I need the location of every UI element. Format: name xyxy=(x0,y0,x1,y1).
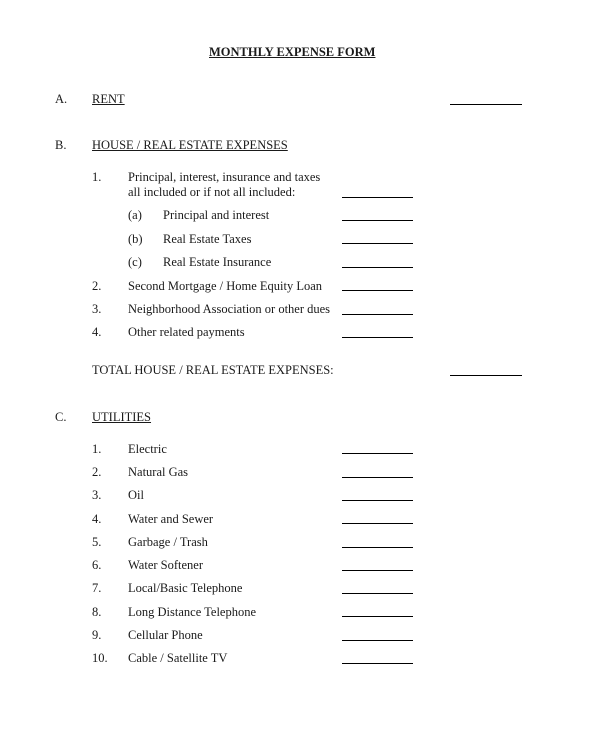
list-item-number: (a) xyxy=(128,208,142,222)
list-item-number: 7. xyxy=(92,581,102,595)
amount-field[interactable] xyxy=(342,220,413,221)
list-item-number: 9. xyxy=(92,628,102,642)
amount-field[interactable] xyxy=(342,500,413,501)
list-item-number: 8. xyxy=(92,605,102,619)
list-item-number: 5. xyxy=(92,535,102,549)
amount-field[interactable] xyxy=(342,453,413,454)
list-item-number: 6. xyxy=(92,558,102,572)
section-c-heading: UTILITIES xyxy=(92,410,152,424)
list-item-label: Cable / Satellite TV xyxy=(128,651,228,665)
list-item-label: Water and Sewer xyxy=(128,512,214,526)
amount-field[interactable] xyxy=(342,593,413,594)
list-item-label: Cellular Phone xyxy=(128,628,203,642)
section-a-heading: RENT xyxy=(92,92,125,106)
form-title: MONTHLY EXPENSE FORM xyxy=(209,45,376,59)
list-item-label: Garbage / Trash xyxy=(128,535,208,549)
list-item-label: Real Estate Taxes xyxy=(163,232,252,246)
section-b-letter: B. xyxy=(55,138,67,152)
list-item-label: Local/Basic Telephone xyxy=(128,581,243,595)
amount-field[interactable] xyxy=(342,663,413,664)
amount-field[interactable] xyxy=(342,616,413,617)
list-item-number: 2. xyxy=(92,279,102,293)
amount-field[interactable] xyxy=(342,523,413,524)
amount-field[interactable] xyxy=(342,290,413,291)
list-item-label: Oil xyxy=(128,488,144,502)
list-item-label: Water Softener xyxy=(128,558,203,572)
amount-field[interactable] xyxy=(342,547,413,548)
section-c-letter: C. xyxy=(55,410,67,424)
list-item-number: 2. xyxy=(92,465,102,479)
total-amount-field[interactable] xyxy=(450,375,522,376)
list-item-label-continued: all included or if not all included: xyxy=(128,185,296,199)
list-item-label: Principal, interest, insurance and taxes xyxy=(128,170,321,184)
list-item-label: Natural Gas xyxy=(128,465,189,479)
list-item-number: 4. xyxy=(92,325,102,339)
rent-amount-field[interactable] xyxy=(450,104,522,105)
amount-field[interactable] xyxy=(342,314,413,315)
total-label: TOTAL HOUSE / REAL ESTATE EXPENSES: xyxy=(92,363,334,377)
amount-field[interactable] xyxy=(342,570,413,571)
amount-field[interactable] xyxy=(342,243,413,244)
list-item-number: 4. xyxy=(92,512,102,526)
list-item-number: (c) xyxy=(128,255,142,269)
section-a-letter: A. xyxy=(55,92,68,106)
list-item-label: Second Mortgage / Home Equity Loan xyxy=(128,279,323,293)
list-item-label: Electric xyxy=(128,442,167,456)
list-item-label: Neighborhood Association or other dues xyxy=(128,302,331,316)
list-item-label: Other related payments xyxy=(128,325,245,339)
list-item-number: 3. xyxy=(92,302,102,316)
amount-field[interactable] xyxy=(342,337,413,338)
list-item-label: Real Estate Insurance xyxy=(163,255,272,269)
amount-field[interactable] xyxy=(342,197,413,198)
list-item-number: (b) xyxy=(128,232,143,246)
section-b-heading: HOUSE / REAL ESTATE EXPENSES xyxy=(92,138,288,152)
amount-field[interactable] xyxy=(342,640,413,641)
list-item-number: 1. xyxy=(92,170,102,184)
list-item-number: 10. xyxy=(92,651,108,665)
list-item-number: 3. xyxy=(92,488,102,502)
list-item-label: Long Distance Telephone xyxy=(128,605,257,619)
list-item-number: 1. xyxy=(92,442,102,456)
amount-field[interactable] xyxy=(342,477,413,478)
list-item-label: Principal and interest xyxy=(163,208,270,222)
amount-field[interactable] xyxy=(342,267,413,268)
